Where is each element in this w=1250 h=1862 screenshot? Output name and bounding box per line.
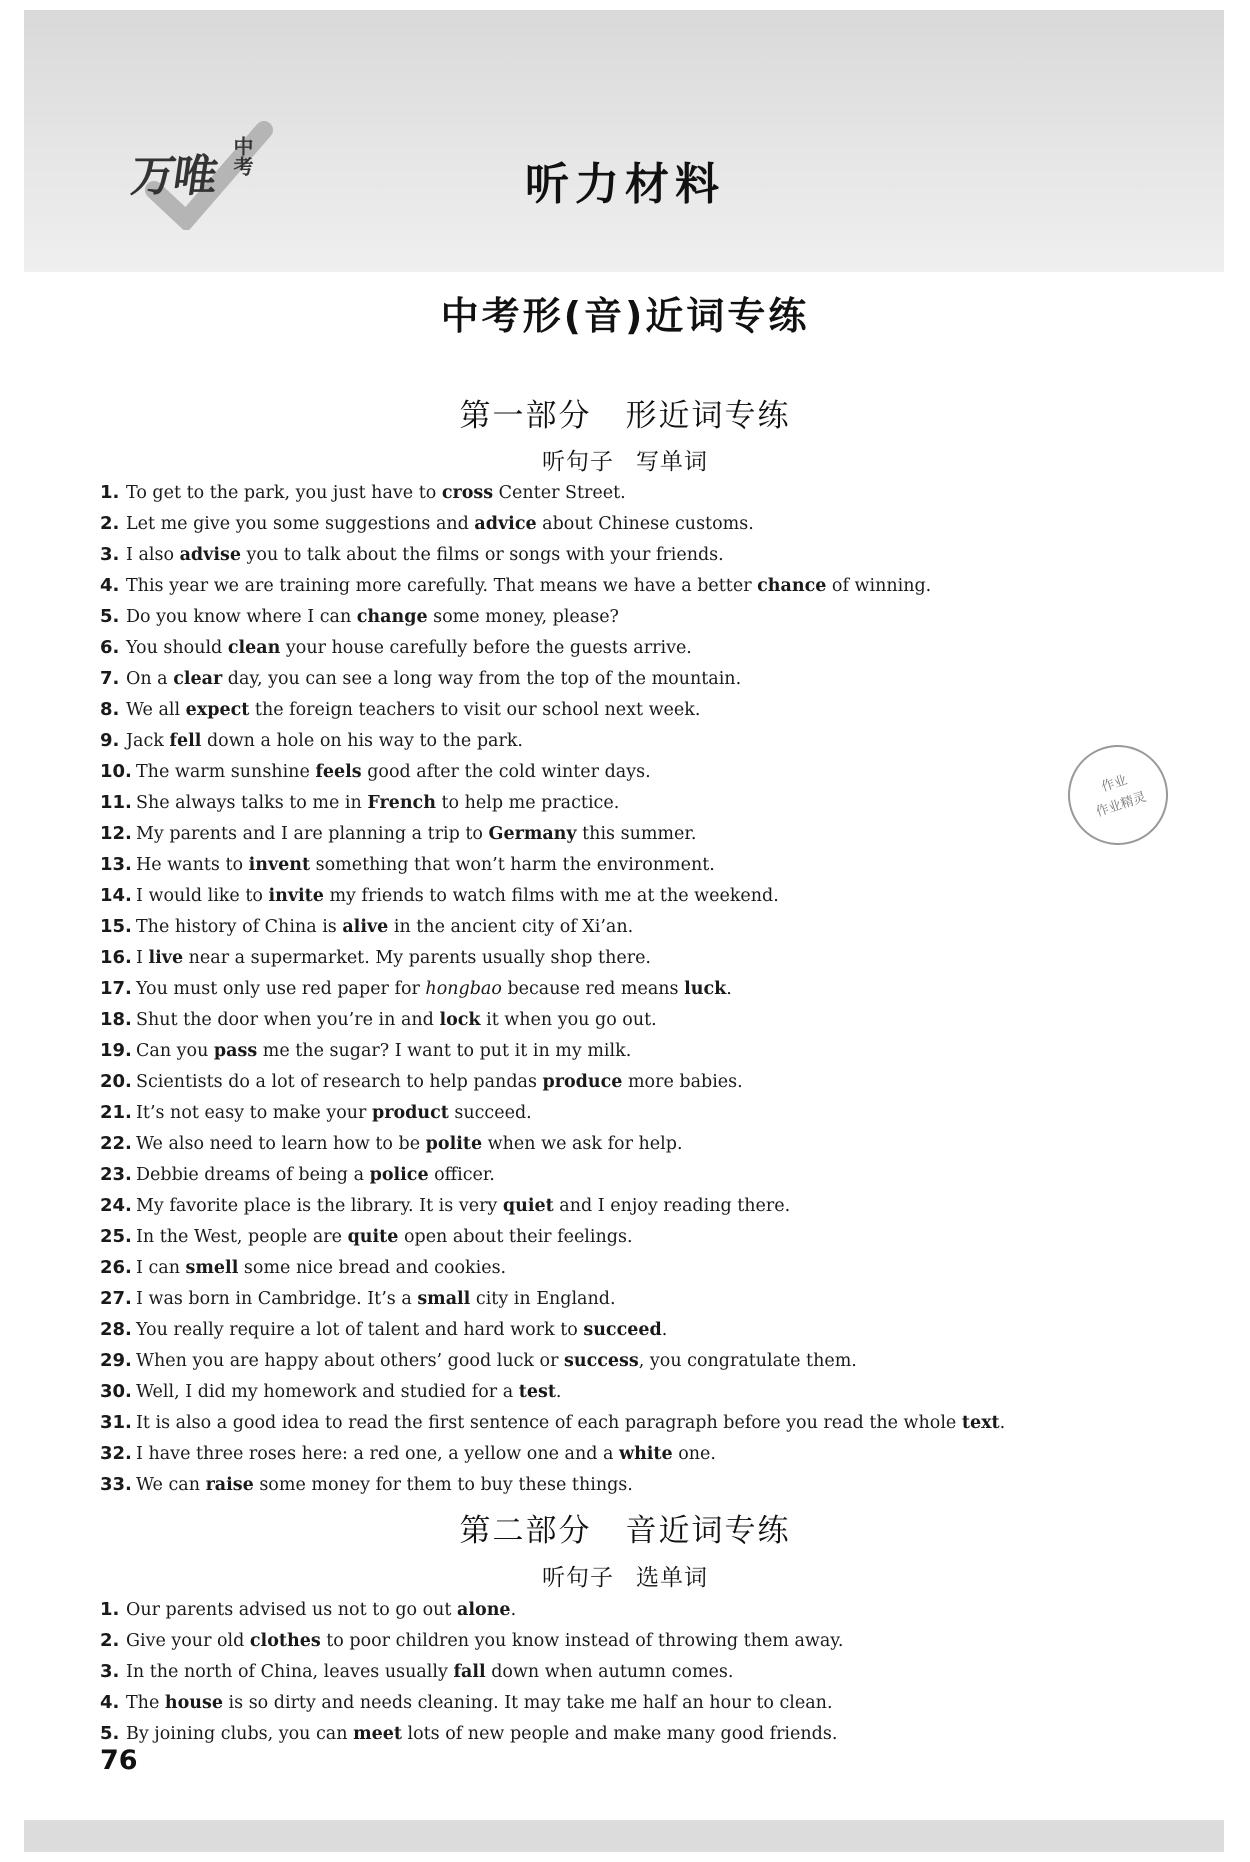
- target-word: change: [356, 607, 428, 627]
- sentence-text: down a hole on his way to the park.: [201, 731, 523, 751]
- sentence-text: of winning.: [826, 576, 932, 596]
- sentence-item: [100, 1190, 1150, 1221]
- target-word: small: [417, 1289, 471, 1309]
- sentence-number: 25.: [100, 1226, 132, 1247]
- sentence-text: Center Street.: [493, 483, 626, 503]
- sentence-text: some money for them to buy these things.: [253, 1475, 633, 1495]
- sentence-text: You really require a lot of talent and hard work to: [136, 1320, 584, 1340]
- target-word: advice: [474, 514, 537, 534]
- sentence-text: Do you know where I can: [126, 607, 357, 627]
- target-word: text: [961, 1413, 1000, 1433]
- sentence-text: your house carefully before the guests arrive.: [280, 638, 692, 658]
- sentence-text: Debbie dreams of being a: [136, 1165, 370, 1185]
- target-word: quiet: [502, 1196, 554, 1216]
- sentence-number: 12.: [100, 823, 132, 844]
- footer-band: [24, 1820, 1224, 1852]
- sentence-item: [100, 942, 1150, 973]
- sentence-number: 26.: [100, 1257, 132, 1278]
- sentence-text: the foreign teachers to visit our school next week.: [249, 700, 701, 720]
- sentence-item: [100, 1314, 1150, 1345]
- sentence-item: [100, 849, 1150, 880]
- sentence-item: [100, 1035, 1150, 1066]
- target-word: alone: [457, 1600, 511, 1620]
- sentence-text: day, you can see a long way from the top of the mountain.: [222, 669, 742, 689]
- sentence-text: this summer.: [576, 824, 697, 844]
- target-word: success: [564, 1351, 639, 1371]
- part2-title-number: 第二部分: [459, 1513, 592, 1549]
- part1-title-topic: 形近词专练: [625, 398, 791, 434]
- sentence-item: [100, 1656, 1150, 1687]
- sentence-text: is so dirty and needs cleaning. It may take me half an hour to clean.: [222, 1693, 833, 1713]
- sentence-text: Can you: [136, 1041, 214, 1061]
- sentence-item: [100, 1718, 1150, 1749]
- sentence-text: .: [726, 979, 732, 999]
- sentence-item: [100, 725, 1150, 756]
- sentence-text: .: [555, 1382, 562, 1402]
- sentence-number: 32.: [100, 1443, 132, 1464]
- sentence-item: [100, 1594, 1150, 1625]
- sentence-text: I: [136, 948, 149, 968]
- sentence-number: 27.: [100, 1288, 132, 1309]
- sentence-item: [100, 756, 1150, 787]
- sentence-text: officer.: [428, 1165, 495, 1185]
- sentence-text: I would like to: [136, 886, 269, 906]
- sentence-item: [100, 973, 1150, 1004]
- sentence-item: [100, 1625, 1150, 1656]
- target-word: police: [369, 1165, 429, 1185]
- sentence-text: down when autumn comes.: [485, 1662, 734, 1682]
- sentence-number: 13.: [100, 854, 132, 875]
- sentence-number: 4.: [100, 575, 120, 596]
- sentence-text: lots of new people and make many good friends.: [401, 1724, 838, 1744]
- stamp-line-2: 作业精灵: [1094, 789, 1149, 821]
- sentence-text: We also need to learn how to be: [136, 1134, 426, 1154]
- target-word: succeed: [583, 1320, 662, 1340]
- header-band: [24, 10, 1224, 272]
- target-word: quite: [347, 1227, 399, 1247]
- sentence-item: [100, 818, 1150, 849]
- sentence-text: To get to the park, you just have to: [126, 483, 442, 503]
- target-word: alive: [342, 917, 389, 937]
- sentence-text: and I enjoy reading there.: [553, 1196, 791, 1216]
- sentence-text: .: [661, 1320, 668, 1340]
- sentence-text: more babies.: [622, 1072, 743, 1092]
- logo-sub: 中考: [230, 136, 254, 176]
- sentence-text: Shut the door when you’re in and: [136, 1010, 440, 1030]
- sentence-text: good after the cold winter days.: [361, 762, 651, 782]
- sentence-item: [100, 1376, 1150, 1407]
- logo-text: 万唯: [127, 151, 219, 202]
- sentence-item: [100, 601, 1150, 632]
- sentence-number: 4.: [100, 1692, 120, 1713]
- sentence-text: The history of China is: [136, 917, 343, 937]
- target-word: cross: [441, 483, 494, 503]
- sentence-item: [100, 1066, 1150, 1097]
- target-word: feels: [315, 762, 362, 782]
- part2-sub-task: 选单词: [636, 1565, 708, 1591]
- target-word: Germany: [488, 824, 577, 844]
- sentence-text: It is also a good idea to read the first sentence of each paragraph before you read the whole: [136, 1413, 962, 1433]
- sentence-text: you to talk about the films or songs with your friends.: [240, 545, 724, 565]
- sentence-number: 2.: [100, 1630, 120, 1651]
- sentence-item: [100, 1407, 1150, 1438]
- sentence-text: some money, please?: [427, 607, 619, 627]
- sentence-text: .: [510, 1600, 517, 1620]
- part2-subtitle: [0, 1559, 1250, 1592]
- sentence-item: [100, 1252, 1150, 1283]
- sentence-text: I have three roses here: a red one, a yellow one and a: [136, 1444, 619, 1464]
- sentence-text: When you are happy about others’ good luck or: [136, 1351, 565, 1371]
- sentence-number: 5.: [100, 606, 120, 627]
- page-number: 76: [100, 1745, 138, 1776]
- sentence-text: In the West, people are: [136, 1227, 348, 1247]
- target-word: test: [518, 1382, 556, 1402]
- sentence-item: [100, 1159, 1150, 1190]
- target-word: pass: [213, 1041, 258, 1061]
- sentence-item: [100, 1438, 1150, 1469]
- sentence-item: [100, 1687, 1150, 1718]
- sentence-text: Let me give you some suggestions and: [126, 514, 475, 534]
- target-word: fell: [169, 731, 202, 751]
- sentence-number: 19.: [100, 1040, 132, 1061]
- sentence-text: It’s not easy to make your: [136, 1103, 372, 1123]
- sentence-text: He wants to: [136, 855, 249, 875]
- sentence-number: 28.: [100, 1319, 132, 1340]
- target-word: fall: [453, 1662, 486, 1682]
- sentence-number: 9.: [100, 730, 120, 751]
- target-word: luck: [684, 979, 727, 999]
- sentence-number: 31.: [100, 1412, 132, 1433]
- target-word: clean: [227, 638, 281, 658]
- sentence-number: 6.: [100, 637, 120, 658]
- part1-title: [0, 390, 1250, 435]
- sentence-text: My parents and I are planning a trip to: [136, 824, 489, 844]
- target-word: polite: [425, 1134, 483, 1154]
- sentence-text: in the ancient city of Xi’an.: [388, 917, 634, 937]
- part1-sub-task: 写单词: [636, 449, 708, 475]
- sentence-text: The: [126, 1693, 165, 1713]
- sentence-text: one.: [672, 1444, 716, 1464]
- sentence-text: We can: [136, 1475, 206, 1495]
- sentence-number: 30.: [100, 1381, 132, 1402]
- target-word: lock: [439, 1010, 481, 1030]
- sentence-number: 7.: [100, 668, 120, 689]
- sentence-text: You must only use red paper for: [136, 979, 426, 999]
- sentence-text: near a supermarket. My parents usually shop there.: [183, 948, 651, 968]
- sentence-text: something that won’t harm the environment.: [310, 855, 715, 875]
- sentence-text: My favorite place is the library. It is very: [136, 1196, 503, 1216]
- sentence-number: 16.: [100, 947, 132, 968]
- part2-title: [0, 1505, 1250, 1550]
- sentence-item: [100, 1469, 1150, 1500]
- target-word: raise: [205, 1475, 254, 1495]
- sentence-text: Well, I did my homework and studied for a: [136, 1382, 519, 1402]
- target-word: advise: [179, 545, 241, 565]
- sentence-text: Scientists do a lot of research to help pandas: [136, 1072, 543, 1092]
- sentence-text: By joining clubs, you can: [126, 1724, 354, 1744]
- sentence-number: 15.: [100, 916, 132, 937]
- sentence-text: to help me practice.: [435, 793, 620, 813]
- sentence-text: You should: [126, 638, 228, 658]
- sentence-text: city in England.: [470, 1289, 616, 1309]
- part1-title-number: 第一部分: [459, 398, 592, 434]
- sentence-text: The warm sunshine: [136, 762, 316, 782]
- target-word: house: [164, 1693, 223, 1713]
- target-word: chance: [757, 576, 827, 596]
- sentence-text: open about their feelings.: [398, 1227, 633, 1247]
- sentence-item: [100, 632, 1150, 663]
- main-title: 中考形(音)近词专练: [440, 294, 810, 338]
- sentence-number: 29.: [100, 1350, 132, 1371]
- sentence-text: it when you go out.: [480, 1010, 657, 1030]
- sentence-number: 22.: [100, 1133, 132, 1154]
- target-word: meet: [353, 1724, 402, 1744]
- target-word: invent: [248, 855, 311, 875]
- sentence-number: 14.: [100, 885, 132, 906]
- sentence-text: She always talks to me in: [136, 793, 368, 813]
- sentence-item: [100, 477, 1150, 508]
- sentence-number: 10.: [100, 761, 132, 782]
- italic-word: hongbao: [425, 979, 502, 999]
- target-word: clothes: [249, 1631, 321, 1651]
- sentence-text: On a: [126, 669, 174, 689]
- sentence-text: me the sugar? I want to put it in my milk.: [257, 1041, 632, 1061]
- sentence-item: [100, 570, 1150, 601]
- sentence-number: 20.: [100, 1071, 132, 1092]
- sentence-number: 17.: [100, 978, 132, 999]
- target-word: smell: [185, 1258, 239, 1278]
- sentence-item: [100, 1221, 1150, 1252]
- sentence-text: This year we are training more carefully. That means we have a better: [126, 576, 758, 596]
- sentence-text: some nice bread and cookies.: [238, 1258, 507, 1278]
- sentence-item: [100, 911, 1150, 942]
- sentence-text: Jack: [126, 731, 170, 751]
- part2-sentence-list: [100, 1594, 1150, 1749]
- sentence-text: , you congratulate them.: [638, 1351, 857, 1371]
- target-word: produce: [542, 1072, 623, 1092]
- part1-sub-listen: 听句子: [542, 449, 614, 475]
- sentence-text: Our parents advised us not to go out: [126, 1600, 458, 1620]
- sentence-number: 1.: [100, 1599, 120, 1620]
- target-word: expect: [185, 700, 250, 720]
- sentence-number: 21.: [100, 1102, 132, 1123]
- sentence-item: [100, 1283, 1150, 1314]
- sentence-number: 8.: [100, 699, 120, 720]
- target-word: invite: [268, 886, 324, 906]
- sentence-text: succeed.: [448, 1103, 532, 1123]
- sentence-text: I can: [136, 1258, 186, 1278]
- sentence-text: .: [999, 1413, 1006, 1433]
- sentence-number: 33.: [100, 1474, 132, 1495]
- sentence-text: when we ask for help.: [482, 1134, 683, 1154]
- sentence-text: my friends to watch films with me at the weekend.: [323, 886, 779, 906]
- sentence-number: 3.: [100, 1661, 120, 1682]
- part1-subtitle: [0, 443, 1250, 476]
- sentence-item: [100, 694, 1150, 725]
- sentence-number: 1.: [100, 482, 120, 503]
- sentence-text: I also: [126, 545, 180, 565]
- sentence-number: 18.: [100, 1009, 132, 1030]
- part2-title-topic: 音近词专练: [625, 1513, 791, 1549]
- sentence-text: We all: [126, 700, 186, 720]
- part2-sub-listen: 听句子: [542, 1565, 614, 1591]
- sentence-number: 24.: [100, 1195, 132, 1216]
- sentence-item: [100, 880, 1150, 911]
- sentence-item: [100, 1097, 1150, 1128]
- stamp-line-1: 作业: [1099, 772, 1130, 796]
- target-word: French: [367, 793, 436, 813]
- sentence-text: I was born in Cambridge. It’s a: [136, 1289, 418, 1309]
- target-word: live: [148, 948, 184, 968]
- sentence-item: [100, 1345, 1150, 1376]
- sentence-item: [100, 1004, 1150, 1035]
- sentence-text: about Chinese customs.: [536, 514, 754, 534]
- sentence-number: 3.: [100, 544, 120, 565]
- target-word: white: [619, 1444, 673, 1464]
- sentence-number: 23.: [100, 1164, 132, 1185]
- sentence-number: 5.: [100, 1723, 120, 1744]
- sentence-number: 11.: [100, 792, 132, 813]
- sentence-number: 2.: [100, 513, 120, 534]
- target-word: clear: [173, 669, 223, 689]
- sentence-item: [100, 787, 1150, 818]
- sentence-text: to poor children you know instead of throwing them away.: [320, 1631, 844, 1651]
- sentence-text: Give your old: [126, 1631, 250, 1651]
- sentence-item: [100, 663, 1150, 694]
- sentence-item: [100, 539, 1150, 570]
- sentence-item: [100, 1128, 1150, 1159]
- sentence-text: In the north of China, leaves usually: [126, 1662, 454, 1682]
- page-heading: 听力材料: [525, 159, 725, 210]
- sentence-text: because red means: [501, 979, 685, 999]
- sentence-item: [100, 508, 1150, 539]
- target-word: product: [371, 1103, 449, 1123]
- part1-sentence-list: [100, 477, 1150, 1500]
